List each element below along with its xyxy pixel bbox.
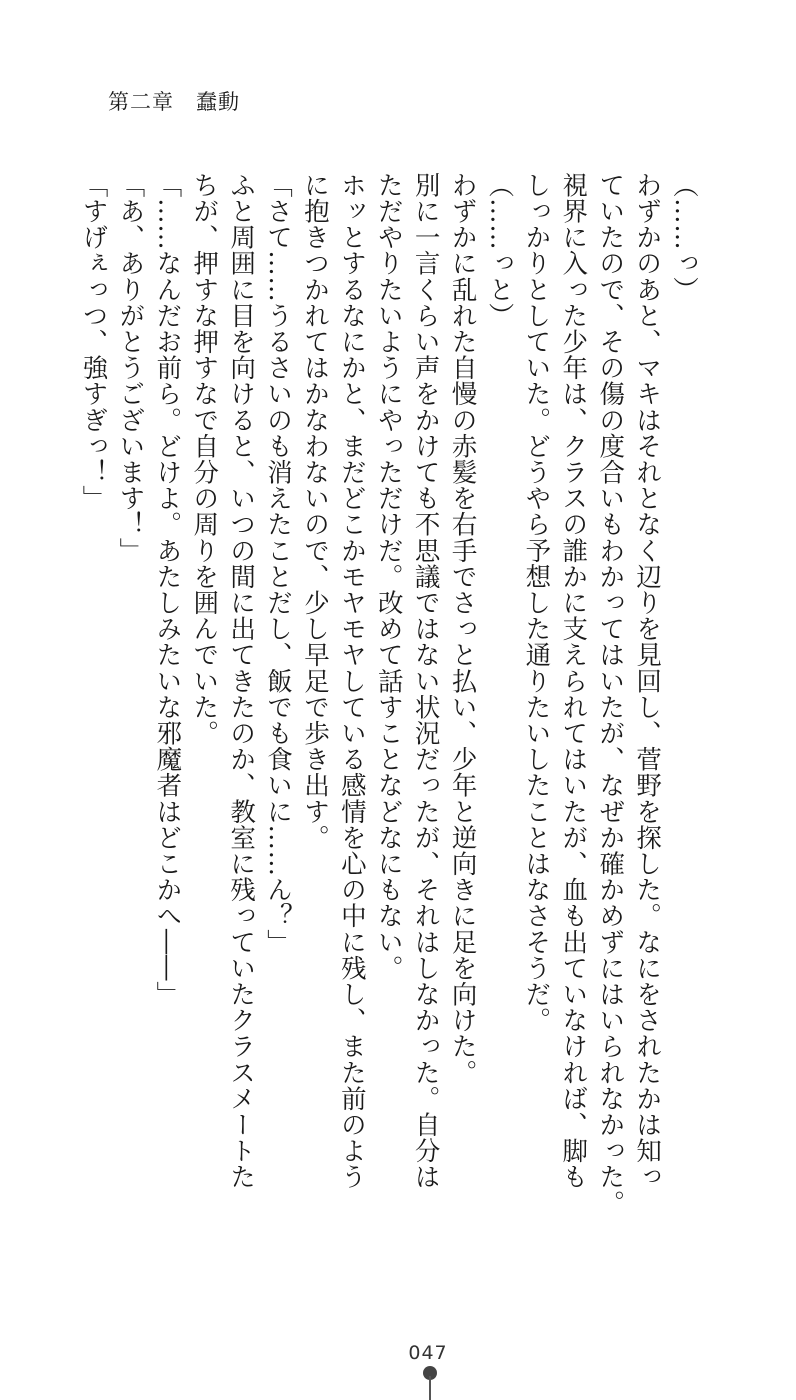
text-line: 「さて……うるさいのも消えたことだし、飯でも食いに……ん？」 <box>263 172 294 955</box>
text-line: わずかに乱れた自慢の赤髪を右手でさっと払い、少年と逆向きに足を向けた。 <box>447 172 478 1086</box>
chapter-title: 第二章 蠢動 <box>108 90 240 114</box>
page-ornament <box>428 1366 432 1400</box>
text-line: 視界に入った少年は、クラスの誰かに支えられてはいたが、血も出ていなければ、脚も <box>558 172 589 1190</box>
text-line: 「すげぇっつ、強すぎっ！」 <box>78 172 109 512</box>
novel-body-text <box>75 172 702 1322</box>
text-line: ふと周囲に目を向けると、いつの間に出てきたのか、教室に残っていたクラスメートた <box>226 172 257 1190</box>
text-line: しっかりとしていた。どうやら予想した通りたいしたことはなさそうだ。 <box>521 172 552 1034</box>
text-line: わずかのあと、マキはそれとなく辺りを見回し、菅野を探した。なにをされたかは知っ <box>632 172 663 1190</box>
text-line: （……っと） <box>484 172 515 329</box>
text-line: に抱きつかれてはかなわないので、少し早足で歩き出す。 <box>299 172 330 851</box>
text-line: ただやりたいようにやっただけだ。改めて話すことなどなにもない。 <box>373 172 404 982</box>
text-line: ちが、押すな押すなで自分の周りを囲んでいた。 <box>189 172 220 747</box>
text-line: 「……なんだお前ら。どけよ。あたしみたいな邪魔者はどこかへ――」 <box>152 172 183 1008</box>
text-line: ていたので、その傷の度合いもわかってはいたが、なぜか確かめずにはいられなかった。 <box>595 172 626 1216</box>
text-line: （……っ） <box>669 172 699 303</box>
page-number: 047 <box>408 1342 448 1364</box>
text-line: 「あ、ありがとうございます！」 <box>115 172 146 564</box>
ornament-stem <box>429 1376 431 1400</box>
text-line: 別に一言くらい声をかけても不思議ではない状況だったが、それはしなかった。自分は <box>410 172 441 1190</box>
text-line: ホッとするなにかと、まだどこかモヤモヤしている感情を心の中に残し、また前のよう <box>336 172 367 1190</box>
